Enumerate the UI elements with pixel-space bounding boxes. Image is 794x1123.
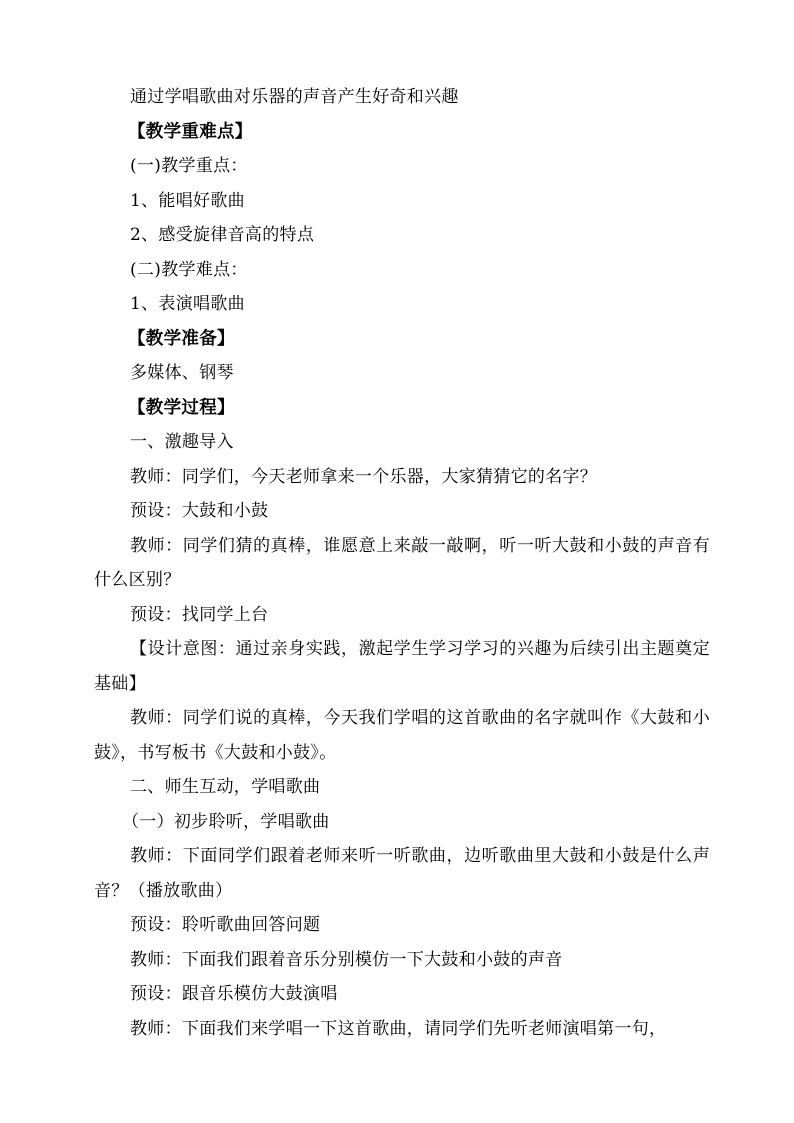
paragraph-preset-2: 预设：找同学上台: [130, 604, 269, 625]
paragraph-difficulty-1: 1、表演唱歌曲: [130, 294, 245, 314]
paragraph-preset-3: 预设：聆听歌曲回答问题: [130, 915, 321, 935]
paragraph-section-2: 二、师生互动，学唱歌曲: [130, 777, 321, 797]
paragraph-preset-4: 预设：跟音乐模仿大鼓演唱: [130, 984, 338, 1004]
paragraph-preparation: 多媒体、钢琴: [130, 363, 234, 383]
paragraph-teacher-6: 教师：下面我们来学唱一下这首歌曲，请同学们先听老师演唱第一句，: [130, 1018, 667, 1039]
paragraph-difficulty-label: (二)教学难点：: [130, 259, 248, 280]
paragraph-teacher-1: 教师：同学们，今天老师拿来一个乐器，大家猜猜它的名字？: [130, 466, 598, 487]
paragraph-key-point-1: 1、能唱好歌曲: [130, 190, 245, 211]
paragraph-subsection-1: （一）初步聆听，学唱歌曲: [122, 811, 330, 832]
paragraph-teacher-4: 教师：下面同学们跟着老师来听一听歌曲，边听歌曲里大鼓和小鼓是什么声音？（播放歌曲）: [94, 846, 710, 901]
heading-process: 【教学过程】: [128, 397, 235, 418]
paragraph-key-point-2: 2、感受旋律音高的特点: [130, 225, 315, 245]
paragraph-teacher-5: 教师：下面我们跟着音乐分别模仿一下大鼓和小鼓的声音: [130, 949, 563, 970]
paragraph-design-intent: 【设计意图：通过亲身实践，激起学生学习学习的兴趣为后续引出主题奠定基础】: [94, 639, 710, 694]
paragraph-key-points-label: (一)教学重点：: [130, 156, 248, 176]
paragraph-goal: 通过学唱歌曲对乐器的声音产生好奇和兴趣: [130, 87, 459, 107]
paragraph-preset-1: 预设：大鼓和小鼓: [130, 501, 269, 521]
heading-key-points: 【教学重难点】: [128, 121, 253, 142]
paragraph-teacher-3: 教师：同学们说的真棒，今天我们学唱的这首歌曲的名字就叫作《大鼓和小鼓》，书写板书《大鼓和小鼓》。: [94, 708, 710, 763]
document-page: [94, 80, 710, 1046]
paragraph-section-1: 一、激趣导入: [130, 432, 234, 452]
heading-preparation: 【教学准备】: [128, 328, 235, 349]
paragraph-teacher-2: 教师：同学们猜的真棒，谁愿意上来敲一敲啊，听一听大鼓和小鼓的声音有什么区别？: [94, 535, 710, 590]
